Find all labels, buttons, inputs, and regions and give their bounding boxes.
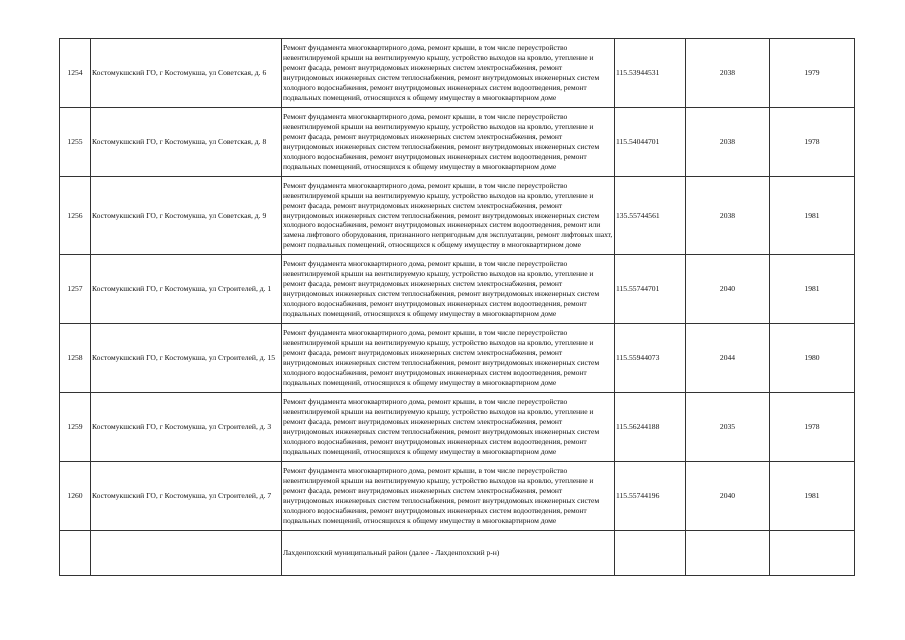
cost-cell: 115.55744196: [615, 462, 686, 531]
row-number: 1259: [60, 393, 91, 462]
row-number: 1254: [60, 39, 91, 108]
row-number: 1258: [60, 324, 91, 393]
cost-cell: 115.55744701: [615, 255, 686, 324]
built-year-cell: 1981: [770, 255, 855, 324]
table-row: [60, 393, 855, 462]
planned-year-cell: 2038: [686, 108, 770, 177]
planned-year-cell: 2038: [686, 177, 770, 255]
planned-year-cell: 2038: [686, 39, 770, 108]
empty-cell: [91, 531, 282, 576]
address-cell: Костомукшский ГО, г Костомукша, ул Строителей, д. 1: [91, 255, 282, 324]
row-number: 1257: [60, 255, 91, 324]
built-year-cell: 1981: [770, 177, 855, 255]
address-cell: Костомукшский ГО, г Костомукша, ул Строителей, д. 3: [91, 393, 282, 462]
table-row: [60, 39, 855, 108]
empty-cell: [686, 531, 770, 576]
works-cell: Ремонт фундамента многоквартирного дома, ремонт крыши, в том числе переустройство невентилируемой крыши на вентилируемую крышу, устройство выходов на кровлю, утепление и ремонт фасада, ремонт внутридомовых инженерных систем электроснабжения, ремонт внутридомовых инженерных систем теплоснабжения, ремонт внутридомовых инженерных систем холодного водоснабжения, ремонт внутридомовых инженерных систем водоотведения, ремонт подвальных помещений, относящихся к общему имуществу в многоквартирном доме: [282, 108, 615, 177]
empty-cell: [60, 531, 91, 576]
works-cell: Ремонт фундамента многоквартирного дома, ремонт крыши, в том числе переустройство невентилируемой крыши на вентилируемую крышу, устройство выходов на кровлю, утепление и ремонт фасада, ремонт внутридомовых инженерных систем электроснабжения, ремонт внутридомовых инженерных систем теплоснабжения, ремонт внутридомовых инженерных систем холодного водоснабжения, ремонт внутридомовых инженерных систем водоотведения, ремонт подвальных помещений, относящихся к общему имуществу в многоквартирном доме: [282, 462, 615, 531]
planned-year-cell: 2040: [686, 255, 770, 324]
cost-cell: 115.55944073: [615, 324, 686, 393]
address-cell: Костомукшский ГО, г Костомукша, ул Советская, д. 8: [91, 108, 282, 177]
built-year-cell: 1979: [770, 39, 855, 108]
address-cell: Костомукшский ГО, г Костомукша, ул Советская, д. 6: [91, 39, 282, 108]
table-row: [60, 324, 855, 393]
cost-cell: 115.53944531: [615, 39, 686, 108]
cost-cell: 135.55744561: [615, 177, 686, 255]
row-number: 1255: [60, 108, 91, 177]
empty-cell: [615, 531, 686, 576]
address-cell: Костомукшский ГО, г Костомукша, ул Советская, д. 9: [91, 177, 282, 255]
table-row: [60, 108, 855, 177]
works-cell: Ремонт фундамента многоквартирного дома, ремонт крыши, в том числе переустройство невентилируемой крыши на вентилируемую крышу, устройство выходов на кровлю, утепление и ремонт фасада, ремонт внутридомовых инженерных систем электроснабжения, ремонт внутридомовых инженерных систем теплоснабжения, ремонт внутридомовых инженерных систем холодного водоснабжения, ремонт внутридомовых инженерных систем водоотведения, ремонт или замена лифтового оборудования, признанного непригодным для эксплуатации, ремонт лифтовых шахт, ремонт подвальных помещений, относящихся к общему имуществу в многоквартирном доме: [282, 177, 615, 255]
address-cell: Костомукшский ГО, г Костомукша, ул Строителей, д. 7: [91, 462, 282, 531]
housing-register-table: [59, 38, 855, 576]
works-cell: Ремонт фундамента многоквартирного дома, ремонт крыши, в том числе переустройство невентилируемой крыши на вентилируемую крышу, устройство выходов на кровлю, утепление и ремонт фасада, ремонт внутридомовых инженерных систем электроснабжения, ремонт внутридомовых инженерных систем теплоснабжения, ремонт внутридомовых инженерных систем холодного водоснабжения, ремонт внутридомовых инженерных систем водоотведения, ремонт подвальных помещений, относящихся к общему имуществу в многоквартирном доме: [282, 393, 615, 462]
built-year-cell: 1981: [770, 462, 855, 531]
cost-cell: 115.54044701: [615, 108, 686, 177]
address-cell: Костомукшский ГО, г Костомукша, ул Строителей, д. 15: [91, 324, 282, 393]
section-header-row: [60, 531, 855, 576]
table-row: [60, 177, 855, 255]
works-cell: Ремонт фундамента многоквартирного дома, ремонт крыши, в том числе переустройство невентилируемой крыши на вентилируемую крышу, устройство выходов на кровлю, утепление и ремонт фасада, ремонт внутридомовых инженерных систем электроснабжения, ремонт внутридомовых инженерных систем теплоснабжения, ремонт внутридомовых инженерных систем холодного водоснабжения, ремонт внутридомовых инженерных систем водоотведения, ремонт подвальных помещений, относящихся к общему имуществу в многоквартирном доме: [282, 255, 615, 324]
planned-year-cell: 2035: [686, 393, 770, 462]
planned-year-cell: 2040: [686, 462, 770, 531]
cost-cell: 115.56244188: [615, 393, 686, 462]
planned-year-cell: 2044: [686, 324, 770, 393]
works-cell: Ремонт фундамента многоквартирного дома, ремонт крыши, в том числе переустройство невентилируемой крыши на вентилируемую крышу, устройство выходов на кровлю, утепление и ремонт фасада, ремонт внутридомовых инженерных систем электроснабжения, ремонт внутридомовых инженерных систем теплоснабжения, ремонт внутридомовых инженерных систем холодного водоснабжения, ремонт внутридомовых инженерных систем водоотведения, ремонт подвальных помещений, относящихся к общему имуществу в многоквартирном доме: [282, 324, 615, 393]
row-number: 1256: [60, 177, 91, 255]
empty-cell: [770, 531, 855, 576]
table-row: [60, 462, 855, 531]
section-header-cell: Лахденпохский муниципальный район (далее - Лахденпохский р-н): [282, 531, 615, 576]
built-year-cell: 1978: [770, 108, 855, 177]
row-number: 1260: [60, 462, 91, 531]
built-year-cell: 1980: [770, 324, 855, 393]
works-cell: Ремонт фундамента многоквартирного дома, ремонт крыши, в том числе переустройство невентилируемой крыши на вентилируемую крышу, устройство выходов на кровлю, утепление и ремонт фасада, ремонт внутридомовых инженерных систем электроснабжения, ремонт внутридомовых инженерных систем теплоснабжения, ремонт внутридомовых инженерных систем холодного водоснабжения, ремонт внутридомовых инженерных систем водоотведения, ремонт подвальных помещений, относящихся к общему имуществу в многоквартирном доме: [282, 39, 615, 108]
table-row: [60, 255, 855, 324]
built-year-cell: 1978: [770, 393, 855, 462]
